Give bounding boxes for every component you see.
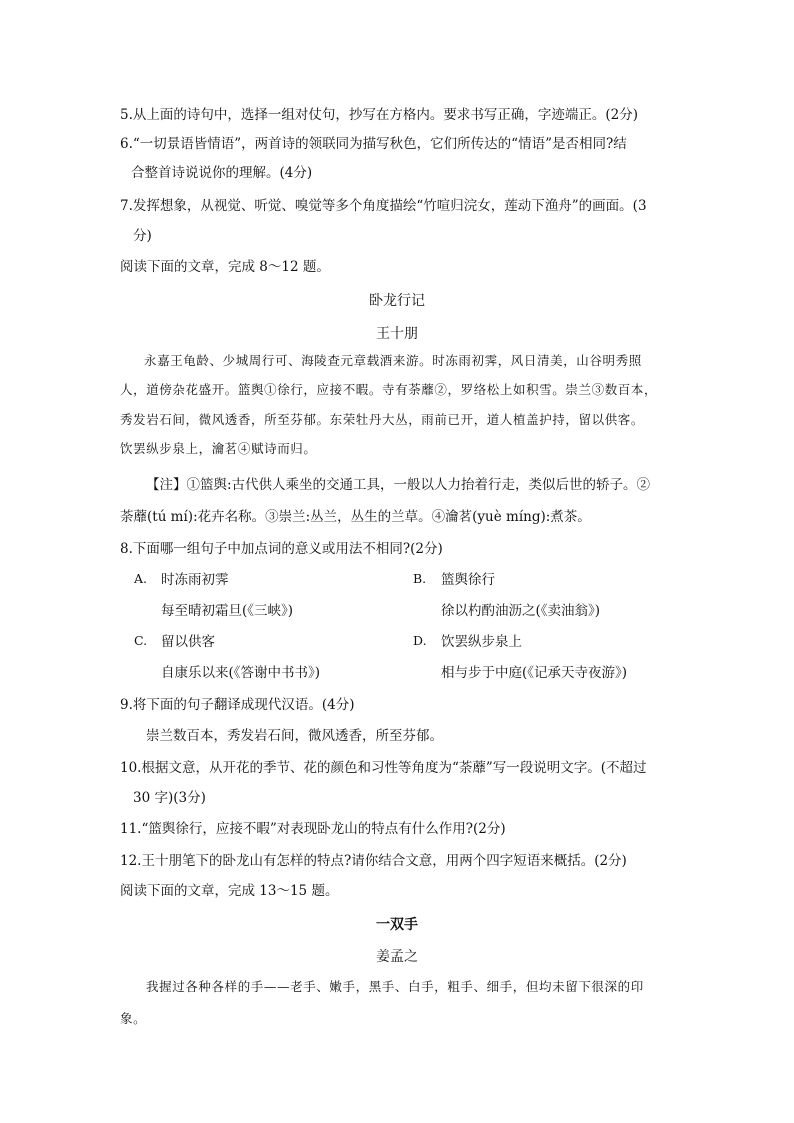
option-a-line2: 每至晴初霜旦(《三峡》) xyxy=(161,603,294,619)
passage2-title: 一双手 xyxy=(376,917,418,933)
question-5: 5.从上面的诗句中，选择一组对仗句，抄写在方格内。要求书写正确，字迹端正。(2分) xyxy=(120,107,639,123)
reading-intro-2: 阅读下面的文章，完成 13～15 题。 xyxy=(120,883,339,899)
passage1-line-3: 秀发岩石间，微风透香，所至芬郁。东荣牡丹大丛，雨前已开，道人植盖护持，留以供客。 xyxy=(120,412,645,427)
option-c-line2: 自康乐以来(《答谢中书书》) xyxy=(161,665,321,681)
passage2-line2: 象。 xyxy=(120,1011,147,1026)
option-a-line1: 时冻雨初霁 xyxy=(161,572,229,588)
option-c-label: C. xyxy=(134,633,148,648)
passage1-line-4: 饮罢纵步泉上，瀹茗④赋诗而归。 xyxy=(120,441,317,456)
passage1-author: 王十朋 xyxy=(376,326,418,342)
passage1-line-1: 永嘉王龟龄、少城周行可、海陵查元章载酒来游。时冻雨初霁，风日清美，山谷明秀照 xyxy=(144,353,642,368)
question-11: 11.“篮舆徐行，应接不暇”对表现卧龙山的特点有什么作用?(2分) xyxy=(120,821,506,837)
option-d-label: D. xyxy=(413,633,427,648)
passage2-author: 姜孟之 xyxy=(376,949,418,965)
question-6-line1: 6.“一切景语皆情语”，两首诗的领联同为描写秋色，它们所传达的“情语”是否相同?结 xyxy=(120,136,627,152)
question-7-line2: 分) xyxy=(133,228,152,244)
question-10-line2: 30 字)(3分) xyxy=(133,790,206,806)
question-8-stem: 8.下面哪一组句子中加点词的意义或用法不相同?(2分) xyxy=(120,541,443,557)
option-b-line2: 徐以杓酌油沥之(《卖油翁》) xyxy=(441,603,601,619)
question-9-stem: 9.将下面的句子翻译成现代汉语。(4分) xyxy=(120,697,355,713)
option-d-line2: 相与步于中庭(《记承天寺夜游》) xyxy=(441,665,628,681)
question-10-line1: 10.根据文意，从开花的季节、花的颜色和习性等角度为“荼蘼”写一段说明文字。(不超过 xyxy=(120,760,647,776)
passage1-line-2: 人，道傍杂花盛开。篮舆①徐行，应接不暇。寺有荼蘼②，罗络松上如积雪。崇兰③数百本， xyxy=(120,382,658,397)
option-a-label: A. xyxy=(134,571,148,586)
option-c-line1: 留以供客 xyxy=(161,634,215,650)
passage1-note-line1: 【注】①篮舆:古代供人乘坐的交通工具，一般以人力抬着行走，类似后世的轿子。② xyxy=(146,477,651,493)
option-d-line1: 饮罢纵步泉上 xyxy=(441,634,522,650)
passage1-note-line2: 荼蘼(tú mí):花卉名称。③崇兰:丛兰，丛生的兰草。④瀹茗(yuè míng):煮茶。 xyxy=(120,509,591,525)
reading-intro-1: 阅读下面的文章，完成 8～12 题。 xyxy=(120,259,330,275)
question-12: 12.王十朋笔下的卧龙山有怎样的特点?请你结合文意，用两个四字短语来概括。(2分) xyxy=(120,853,627,869)
question-6-line2: 合整首诗说说你的理解。(4分) xyxy=(131,165,313,181)
question-9-sentence: 崇兰数百本，秀发岩石间，微风透香，所至芬郁。 xyxy=(146,728,443,744)
passage1-title: 卧龙行记 xyxy=(369,293,425,309)
question-7-line1: 7.发挥想象，从视觉、听觉、嗅觉等多个角度描绘“竹喧归浣女，莲动下渔舟”的画面。(3 xyxy=(120,198,647,214)
passage2-line1: 我握过各种各样的手——老手、嫩手，黑手、白手，粗手、细手，但均未留下很深的印 xyxy=(146,979,644,994)
option-b-label: B. xyxy=(413,571,427,586)
option-b-line1: 篮舆徐行 xyxy=(441,572,495,588)
